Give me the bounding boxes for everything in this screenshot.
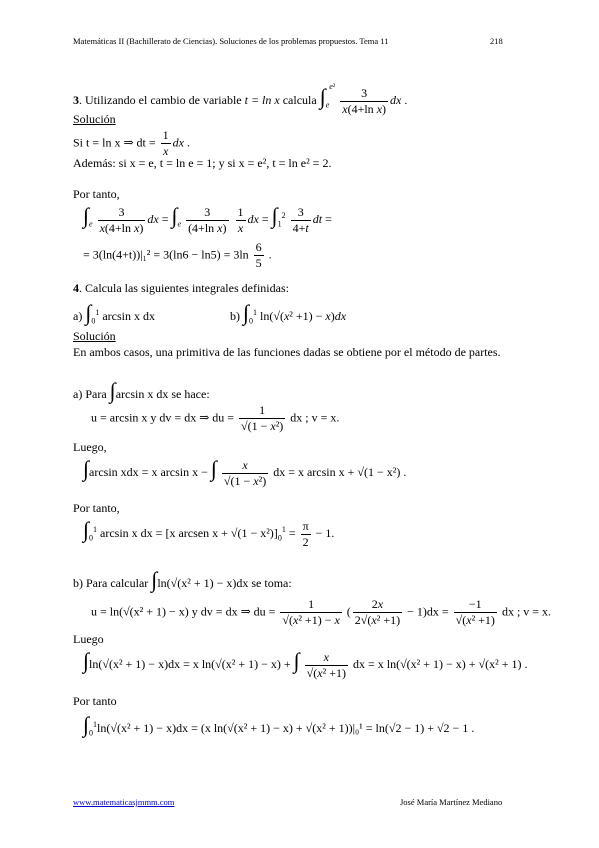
part-b-parts: u = ln(√(x² + 1) − x) y dv = dx ⇒ du = $\frac{1}{\text{√(x² +1) − x}}$ ( $\frac{2x}{\text{2√(x² +1)}}$ − 1)dx = $\frac{-1}{\text{√(x² +1)}}$ dx ; v = x. — [91, 597, 552, 627]
page-number: 218 — [490, 36, 503, 46]
part-a-por-tanto: Por tanto, — [73, 501, 120, 515]
part-b-luego: Luego — [73, 632, 104, 646]
part-a-para: a) Para ∫arcsin x dx se hace: — [73, 378, 210, 403]
problem-4-statement: 4. Calcula las siguientes integrales definidas: — [73, 281, 289, 295]
problem-3-por-tanto: Por tanto, — [73, 187, 120, 201]
problem-4-intro: En ambos casos, una primitiva de las funciones dadas se obtiene por el método de partes. — [73, 345, 501, 359]
footer-link[interactable]: www.matematicasjmmm.com — [73, 797, 175, 807]
solucion-4-heading: Solución — [73, 329, 116, 343]
part-a-luego: Luego, — [73, 440, 107, 454]
problem-4-b: b) $\int_0^1$ ln(√(x² +1) − x)dx — [230, 300, 347, 326]
part-b-por-tanto: Por tanto — [73, 694, 117, 708]
footer-author: José María Martínez Mediano — [400, 797, 503, 807]
problem-3-ademas: Además: si x = e, t = ln e = 1; y si x = e², t = ln e² = 2. — [73, 156, 332, 170]
problem-3-statement: 3. Utilizando el cambio de variable t = ln x calcula $\int_e^{e^2}$ $\frac{3}{\text{x(4+ln x)}}$ dx . — [73, 82, 408, 116]
part-a-luego-eq: ∫arcsin xdx = x arcsin x − ∫ $\frac{x}{\text{√(1 − x²)}}$ dx = x arcsin x + √(1 − x²) . — [83, 456, 407, 488]
solucion-3-heading: Solución — [73, 112, 116, 126]
part-b-para: b) Para calcular ∫ln(√(x² + 1) − x)dx se toma: — [73, 567, 292, 592]
part-b-final: $\int_0^1\ln(√(x^2 + 1) - x)dx = (x$ ln(√(x² + 1) − x) + √(x² + 1))|₀¹ = ln(√2 − 1) + √2 − 1 . — [83, 712, 475, 738]
part-a-parts: u = arcsin x y dv = dx ⇒ du = $\frac{1}{\text{√(1 − x²)}}$ dx ; v = x. — [91, 403, 340, 433]
header-title: Matemáticas II (Bachillerato de Ciencias). Soluciones de los problemas propuestos. Tema 11 — [73, 36, 389, 46]
part-b-luego-eq: ∫ln(√(x² + 1) − x)dx = x ln(√(x² + 1) − x) + ∫ $\frac{x}{\text{√(x² +1)}}$ dx = x ln(√(x² + 1) − x) + √(x² + 1) . — [83, 648, 528, 680]
problem-3-si-line: Si t = ln x ⇒ dt = $\frac{1}{x}$ dx . — [73, 128, 190, 158]
problem-4-a: a) $\int_0^1$ arcsin x dx — [73, 300, 156, 326]
problem-3-result: = 3(ln(4+t))|₁² = 3(ln6 − ln5) = 3ln $\frac{6}{5}$ . — [83, 240, 272, 270]
part-a-final: $\int_0^1$ arcsin x dx = [x arcsen $x + √(1 - x^2)]_0^1$ = $\frac{\pi}{2}$ − 1. — [83, 517, 335, 549]
problem-3-chain: $\int_e$ $\frac{3}{\text{x(4+ln x)}}$ dx = $\int_e$ $\frac{3}{\text{(4+ln x)}}$ $\frac{1}{x}$ dx = $\int_1^2$ $\frac{3}{4+t}$ dt = — [83, 203, 332, 235]
